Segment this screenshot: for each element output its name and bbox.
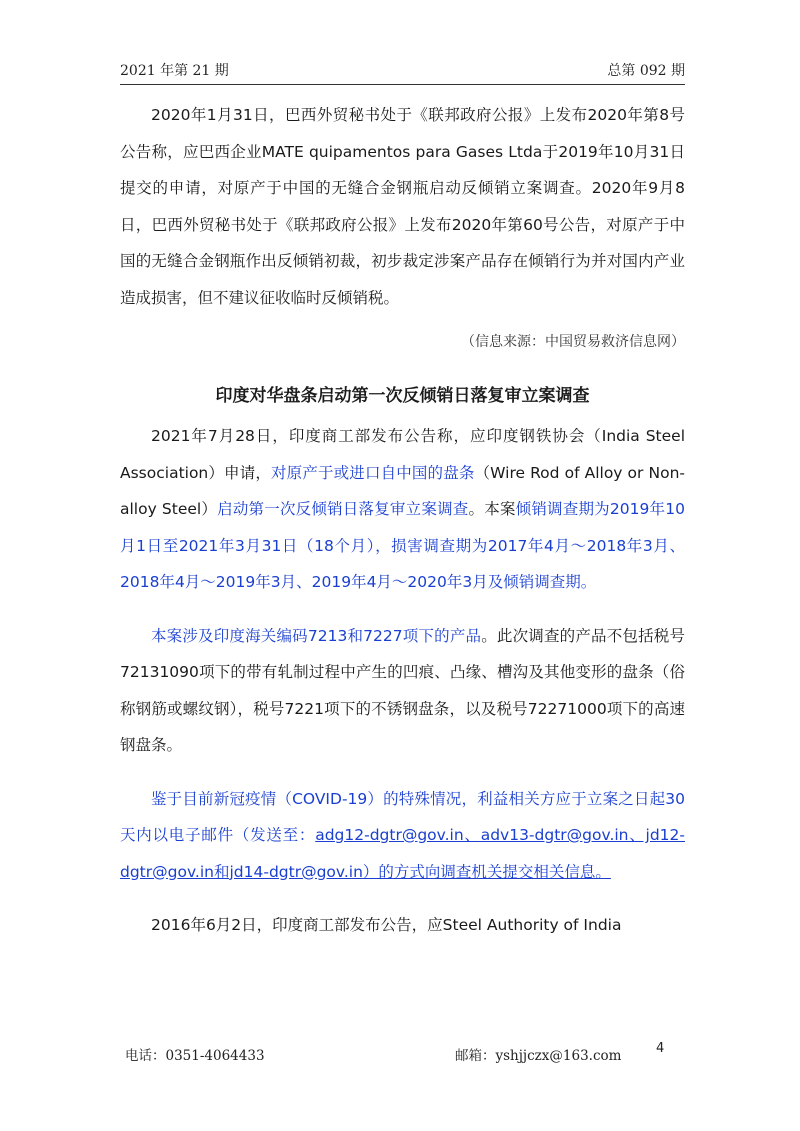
- p1-text-a: 2021年7月28日，印度商工部发布公告称，应印度钢铁协会（India Steel Association）申请，: [120, 427, 685, 482]
- source-note: （信息来源：中国贸易救济信息网）: [461, 334, 685, 350]
- p3-email-links[interactable]: adg12-dgtr@gov.in、adv13-dgtr@gov.in、jd12-dgtr@gov.in和jd14-dgtr@gov.in）的方式向调查机关提交相关信息。: [120, 826, 685, 881]
- india-paragraph-2: [120, 618, 685, 764]
- p1-highlight-review: 启动第一次反倾销日落复审立案调查: [217, 500, 469, 518]
- footer-email: 邮箱：yshjjczx@163.com: [455, 1048, 622, 1064]
- page-footer: [125, 1041, 685, 1066]
- footer-phone: 电话：0351-4064433: [125, 1048, 265, 1064]
- p1-text-c: （Wire Rod of Alloy or Non-alloy Steel）: [120, 463, 685, 518]
- brazil-paragraph: 2020年1月31日，巴西外贸秘书处于《联邦政府公报》上发布2020年第8号公告称，应巴西企业MATE quipamentos para Gases Ltda于2019年10月31日提交的申请，对原产于中国的无缝合金钢瓶启动反倾销立案调查。2020年9月8日，巴西外贸秘书处于《联邦政府公报》上发布2020年第60号公告，对原产于中国的无缝合金钢瓶作出反倾销初裁，初步裁定涉案产品存在倾销行为并对国内产业造成损害，但不建议征收临时反倾销税。: [120, 106, 685, 307]
- p1-highlight-period: 倾销调查期为2019年10月1日至2021年3月31日（18个月），损害调查期为2017年4月～2018年3月、2018年4月～2019年3月、2019年4月～2020年3月及倾销调查期。: [120, 500, 685, 591]
- p2-text-b: 。此次调查的产品不包括税号72131090项下的带有轧制过程中产生的凹痕、凸缘、槽沟及其他变形的盘条（俗称钢筋或螺纹钢），税号7221项下的不锈钢盘条，以及税号72271000项下的高速钢盘条。: [120, 626, 685, 754]
- page-number: 4: [656, 1041, 665, 1056]
- india-paragraph-1: [120, 418, 685, 601]
- header-divider: [120, 84, 685, 85]
- issue-number: 2021 年第 21 期: [120, 63, 229, 79]
- india-paragraph-3: [120, 781, 685, 891]
- page-header: [120, 56, 685, 82]
- p2-highlight-codes: 本案涉及印度海关编码7213和7227项下的产品: [151, 626, 482, 645]
- document-body: [120, 97, 685, 944]
- article-title: 印度对华盘条启动第一次反倾销日落复审立案调查: [215, 386, 590, 406]
- india-paragraph-4: 2016年6月2日，印度商工部发布公告，应Steel Authority of India: [151, 916, 622, 934]
- p1-text-e: 。本案: [468, 500, 516, 518]
- p3-highlight-covid: 鉴于目前新冠疫情（COVID-19）的特殊情况，利益相关方应于立案之日起30天内以电子邮件（发送至：: [120, 789, 685, 844]
- total-issue-number: 总第 092 期: [607, 63, 685, 79]
- p1-highlight-product: 对原产于或进口自中国的盘条: [271, 463, 475, 482]
